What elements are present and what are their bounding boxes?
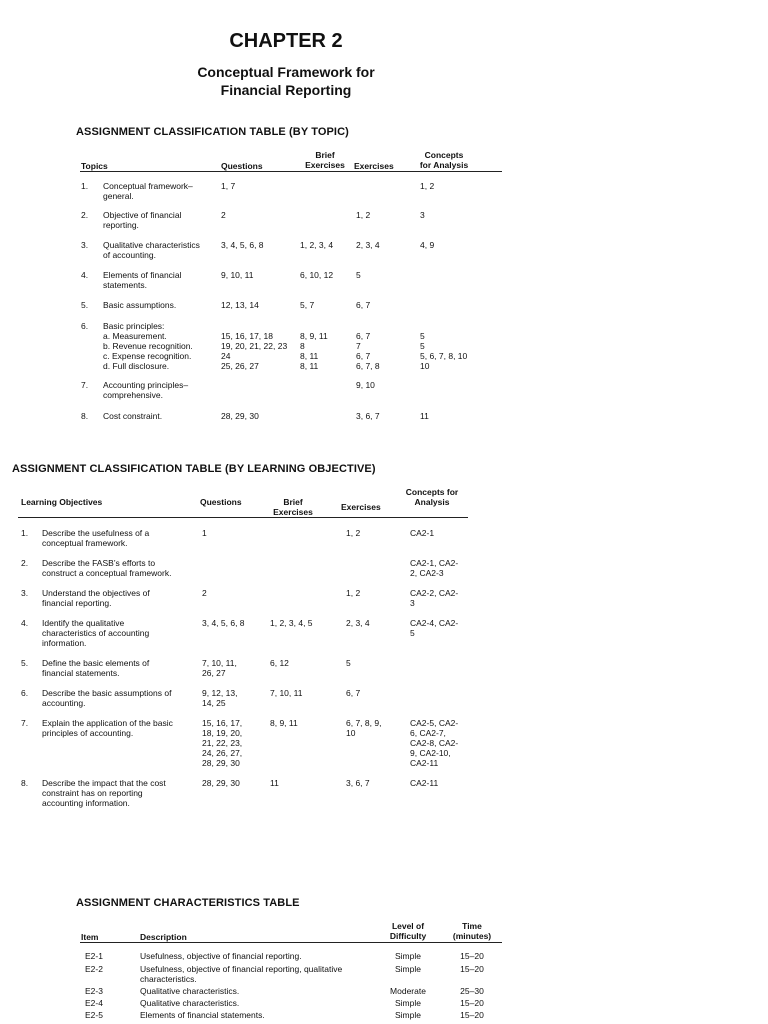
row-brief: 11 [270, 778, 279, 788]
char-header-time-line1: Time [462, 921, 482, 931]
char-header-level [380, 921, 436, 941]
row-topic: Cost constraint. [103, 411, 163, 421]
topic-header-questions: Questions [221, 161, 263, 171]
row-number: 6. [21, 688, 29, 698]
row-concepts: CA2-1, CA2- 2, CA2-3 [410, 558, 459, 578]
row-objective: Describe the impact that the cost constraint has on reporting accounting information. [42, 778, 166, 808]
objective-header-brief-line1: Brief [283, 497, 303, 507]
row-level: Simple [395, 1010, 421, 1020]
row-concepts: CA2-5, CA2- 6, CA2-7, CA2-8, CA2- 9, CA2-10, CA2-11 [410, 718, 459, 768]
row-exercises: 5 [346, 658, 351, 668]
row-topic: Conceptual framework– general. [103, 181, 193, 201]
topic-header-rule [80, 171, 502, 172]
row-questions: 28, 29, 30 [221, 411, 259, 421]
row-level: Moderate [390, 986, 426, 996]
row-concepts: 1, 2 [420, 181, 435, 191]
row-exercises: 6, 7 [346, 688, 361, 698]
row-level: Simple [395, 951, 421, 961]
row-questions: 3, 4, 5, 6, 8 [202, 618, 245, 628]
row-questions: 15, 16, 17, 18 19, 20, 21, 22, 23 24 25, 26, 27 [221, 331, 288, 371]
subtitle-line-2: Financial Reporting [220, 82, 352, 98]
row-time: 15–20 [460, 1010, 484, 1020]
row-exercises: 1, 2 [346, 528, 361, 538]
objective-header-questions: Questions [200, 497, 242, 507]
topic-header-concepts [416, 150, 472, 170]
row-number: 3. [81, 240, 89, 250]
row-number: 7. [21, 718, 29, 728]
row-topic: Accounting principles– comprehensive. [103, 380, 189, 400]
row-concepts: CA2-4, CA2- 5 [410, 618, 459, 638]
characteristics-table-title: ASSIGNMENT CHARACTERISTICS TABLE [76, 897, 300, 909]
row-objective: Explain the application of the basic principles of accounting. [42, 718, 173, 738]
row-questions: 3, 4, 5, 6, 8 [221, 240, 264, 250]
row-description: Usefulness, objective of financial reporting, qualitative characteristics. [140, 964, 343, 984]
row-number: 7. [81, 380, 89, 390]
row-description: Elements of financial statements. [140, 1010, 265, 1020]
row-exercises: 2, 3, 4 [356, 240, 380, 250]
row-brief: 7, 10, 11 [270, 688, 303, 698]
row-questions: 15, 16, 17, 18, 19, 20, 21, 22, 23, 24, 26, 27, 28, 29, 30 [202, 718, 243, 768]
row-topic: Objective of financial reporting. [103, 210, 182, 230]
row-brief: 1, 2, 3, 4 [300, 240, 334, 250]
row-questions: 1, 7 [221, 181, 236, 191]
row-topic: Basic assumptions. [103, 300, 177, 310]
row-exercises: 5 [356, 270, 361, 280]
topic-header-brief [300, 150, 350, 170]
row-level: Simple [395, 998, 421, 1008]
objective-header-concepts-line1: Concepts for [405, 487, 459, 497]
objective-header-brief-line2: Exercises [273, 507, 313, 517]
subtitle-line-1: Conceptual Framework for [197, 64, 375, 80]
row-questions: 12, 13, 14 [221, 300, 259, 310]
row-item: E2-3 [85, 986, 103, 996]
row-number: 5. [21, 658, 29, 668]
row-questions: 9, 12, 13, 14, 25 [202, 688, 238, 708]
row-brief: 5, 7 [300, 300, 315, 310]
row-brief: 1, 2, 3, 4, 5 [270, 618, 313, 628]
row-number: 3. [21, 588, 29, 598]
objective-table-title: ASSIGNMENT CLASSIFICATION TABLE (BY LEARNING OBJECTIVE) [12, 463, 376, 475]
row-concepts: CA2-11 [410, 778, 439, 788]
row-concepts: 4, 9 [420, 240, 435, 250]
row-level: Simple [395, 964, 421, 974]
row-exercises: 1, 2 [356, 210, 371, 220]
row-exercises: 3, 6, 7 [346, 778, 370, 788]
row-description: Qualitative characteristics. [140, 986, 240, 996]
row-item: E2-5 [85, 1010, 103, 1020]
topic-header-concepts-line1: Concepts [424, 150, 464, 160]
row-questions: 7, 10, 11, 26, 27 [202, 658, 237, 678]
row-number: 8. [21, 778, 29, 788]
row-questions: 2 [221, 210, 226, 220]
char-header-time-line2: (minutes) [452, 931, 492, 941]
objective-header-concepts-line2: Analysis [414, 497, 450, 507]
row-exercises: 6, 7 7 6, 7 6, 7, 8 [356, 331, 380, 371]
row-number: 4. [81, 270, 89, 280]
row-item: E2-1 [85, 951, 103, 961]
row-item: E2-4 [85, 998, 103, 1008]
row-concepts: CA2-2, CA2- 3 [410, 588, 459, 608]
chapter-heading: CHAPTER 2 [229, 30, 343, 52]
topic-header-concepts-line2: for Analysis [419, 160, 469, 170]
row-objective: Understand the objectives of financial reporting. [42, 588, 150, 608]
objective-header-concepts [400, 487, 464, 507]
row-questions: 9, 10, 11 [221, 270, 254, 280]
row-time: 15–20 [460, 964, 484, 974]
row-exercises: 6, 7, 8, 9, 10 [346, 718, 382, 738]
char-header-level-line1: Level of [391, 921, 425, 931]
row-exercises: 1, 2 [346, 588, 361, 598]
row-description: Qualitative characteristics. [140, 998, 240, 1008]
char-header-level-line2: Difficulty [389, 931, 427, 941]
row-number: 5. [81, 300, 89, 310]
row-description: Usefulness, objective of financial reporting. [140, 951, 302, 961]
char-header-item: Item [81, 932, 99, 942]
topic-header-exercises: Exercises [354, 161, 394, 171]
row-number: 2. [81, 210, 89, 220]
row-objective: Describe the usefulness of a conceptual framework. [42, 528, 150, 548]
row-item: E2-2 [85, 964, 103, 974]
row-concepts: CA2-1 [410, 528, 435, 538]
row-objective: Identify the qualitative characteristics of accounting information. [42, 618, 150, 648]
row-brief: 6, 12 [270, 658, 289, 668]
row-brief: 6, 10, 12 [300, 270, 334, 280]
topic-table-title: ASSIGNMENT CLASSIFICATION TABLE (BY TOPIC) [76, 126, 349, 138]
row-exercises: 6, 7 [356, 300, 371, 310]
row-objective: Describe the FASB’s efforts to construct a conceptual framework. [42, 558, 172, 578]
row-brief: 8, 9, 11 8 8, 11 8, 11 [300, 331, 328, 371]
row-objective: Describe the basic assumptions of accounting. [42, 688, 172, 708]
topic-header-topics: Topics [81, 161, 108, 171]
row-concepts: 11 [420, 411, 429, 421]
row-questions: 28, 29, 30 [202, 778, 240, 788]
char-header-description: Description [140, 932, 187, 942]
row-questions: 2 [202, 588, 207, 598]
topic-header-brief-line1: Brief [315, 150, 335, 160]
objective-header-rule [18, 517, 468, 518]
row-questions: 1 [202, 528, 207, 538]
char-header-time [444, 921, 500, 941]
row-brief: 8, 9, 11 [270, 718, 298, 728]
row-exercises: 3, 6, 7 [356, 411, 380, 421]
row-topic: Basic principles: a. Measurement. b. Revenue recognition. c. Expense recognition. d. Full disclosure. [103, 321, 193, 371]
row-time: 15–20 [460, 998, 484, 1008]
row-number: 4. [21, 618, 29, 628]
topic-header-brief-line2: Exercises [305, 160, 345, 170]
objective-header-brief [268, 497, 318, 517]
row-number: 1. [81, 181, 89, 191]
row-number: 1. [21, 528, 29, 538]
char-header-rule [80, 942, 502, 943]
row-time: 25–30 [460, 986, 484, 996]
row-topic: Qualitative characteristics of accounting. [103, 240, 200, 260]
objective-header-exercises: Exercises [341, 502, 381, 512]
row-number: 8. [81, 411, 89, 421]
row-concepts: 3 [420, 210, 425, 220]
row-number: 6. [81, 321, 89, 331]
objective-header-objectives: Learning Objectives [21, 497, 103, 507]
row-objective: Define the basic elements of financial statements. [42, 658, 150, 678]
row-exercises: 2, 3, 4 [346, 618, 370, 628]
row-time: 15–20 [460, 951, 484, 961]
row-exercises: 9, 10 [356, 380, 375, 390]
row-topic: Elements of financial statements. [103, 270, 182, 290]
row-concepts: 5 5 5, 6, 7, 8, 10 10 [420, 331, 468, 371]
chapter-subtitle [0, 63, 572, 99]
row-number: 2. [21, 558, 29, 568]
